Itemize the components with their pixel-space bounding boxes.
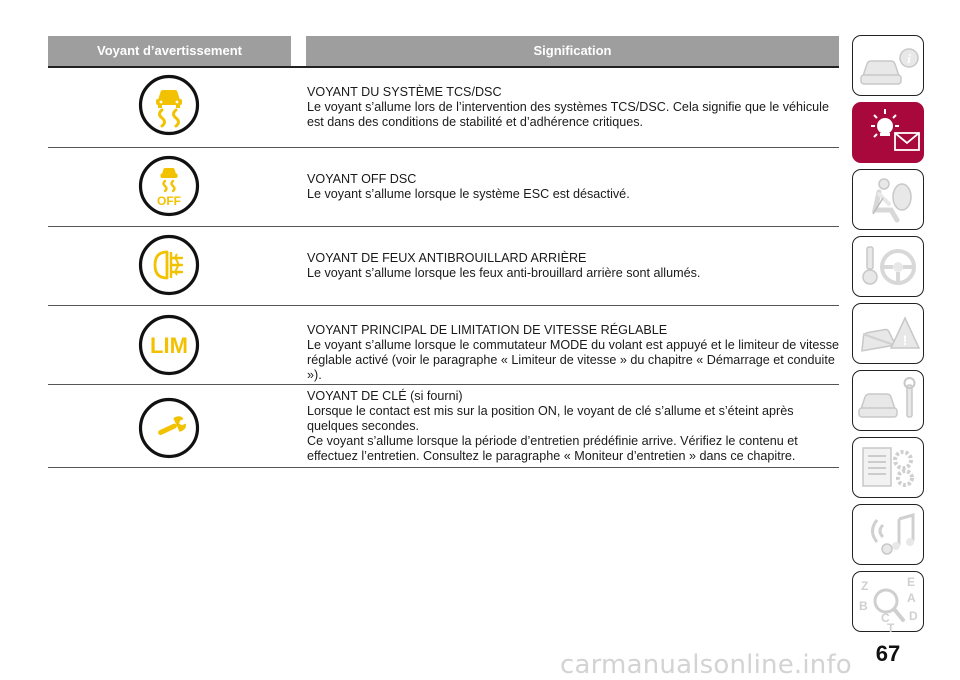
icon-cell — [48, 227, 291, 305]
off-label: OFF — [157, 194, 181, 208]
index-letter: E — [907, 575, 916, 589]
key-steering-wheel-icon — [853, 237, 925, 298]
warning-description: Ce voyant s’allume lorsque la période d’entretien prédéfinie arrive. Vérifiez le contenu et effectuez l’entretien. Consultez le paragraphe « Moniteur d’entretien » dans ce chapitre. — [307, 434, 798, 463]
tab-multimedia[interactable] — [852, 504, 924, 565]
speed-limiter-icon — [138, 314, 200, 376]
table-row — [48, 306, 839, 385]
table-row — [48, 227, 839, 306]
watermark: carmanualsonline.info — [560, 650, 852, 680]
meaning-cell — [307, 251, 839, 281]
index-letter: A — [907, 591, 916, 605]
tab-emergency[interactable] — [852, 303, 924, 364]
tab-safety[interactable] — [852, 169, 924, 230]
table-row — [48, 148, 839, 227]
multimedia-icon — [853, 505, 925, 566]
warning-description: Le voyant s’allume lors de l’intervention des systèmes TCS/DSC. Cela signifie que le véhicule est dans des conditions de stabilité et d’adhérence critiques. — [307, 100, 829, 129]
warning-title: VOYANT OFF DSC — [307, 172, 417, 186]
meaning-cell — [307, 85, 839, 130]
icon-cell — [48, 68, 291, 147]
warning-lights-table — [48, 36, 839, 463]
wrench-icon — [138, 397, 200, 459]
meaning-cell — [307, 172, 839, 202]
index-search-icon — [853, 572, 925, 633]
icon-cell — [48, 385, 291, 467]
tab-car-info[interactable] — [852, 35, 924, 96]
svg-text:i: i — [907, 51, 911, 66]
tab-index[interactable] — [852, 571, 924, 632]
tab-warning-lights[interactable] — [852, 102, 924, 163]
icon-cell — [48, 306, 291, 384]
car-info-icon — [853, 36, 925, 97]
seat-airbag-icon — [853, 170, 925, 231]
tab-starting[interactable] — [852, 236, 924, 297]
index-letter: C — [881, 611, 890, 625]
header-warning-light: Voyant d’avertissement — [48, 36, 291, 66]
rear-fog-light-icon — [138, 234, 200, 296]
tab-technical-specs[interactable] — [852, 437, 924, 498]
car-wrench-icon — [853, 371, 925, 432]
tab-maintenance[interactable] — [852, 370, 924, 431]
table-header — [48, 36, 839, 66]
lim-label: LIM — [150, 333, 188, 358]
warning-description: Le voyant s’allume lorsque les feux anti-brouillard arrière sont allumés. — [307, 266, 701, 280]
warning-description: Lorsque le contact est mis sur la position ON, le voyant de clé s’allume et s’éteint après quelques secondes. — [307, 404, 794, 433]
header-meaning: Signification — [306, 36, 839, 66]
warning-title: VOYANT DU SYSTÈME TCS/DSC — [307, 85, 502, 99]
warning-description: Le voyant s’allume lorsque le commutateur MODE du volant est appuyé et le limiteur de vitesse réglable activé (voir le paragraphe « Limiteur de vitesse » du chapitre « Démarrage et conduite »). — [307, 338, 839, 382]
warning-title: VOYANT PRINCIPAL DE LIMITATION DE VITESSE RÉGLABLE — [307, 323, 668, 337]
table-row — [48, 68, 839, 148]
car-breakdown-warning-icon — [853, 304, 925, 365]
index-letter: T — [887, 621, 895, 633]
warning-light-message-icon — [853, 103, 925, 164]
icon-cell — [48, 148, 291, 226]
table-row — [48, 385, 839, 468]
index-letter: D — [909, 609, 918, 623]
traction-control-icon — [138, 74, 200, 136]
meaning-cell — [307, 323, 839, 383]
meaning-cell — [307, 389, 839, 464]
warning-title: VOYANT DE CLÉ (si fourni) — [307, 389, 463, 403]
index-letter: B — [859, 599, 868, 613]
warning-description: Le voyant s’allume lorsque le système ESC est désactivé. — [307, 187, 630, 201]
specs-gears-icon — [853, 438, 925, 499]
warning-title: VOYANT DE FEUX ANTIBROUILLARD ARRIÈRE — [307, 251, 587, 265]
dsc-off-icon — [138, 155, 200, 217]
svg-text:!: ! — [902, 332, 908, 348]
index-letter: Z — [861, 579, 869, 593]
page-number: 67 — [875, 641, 901, 666]
